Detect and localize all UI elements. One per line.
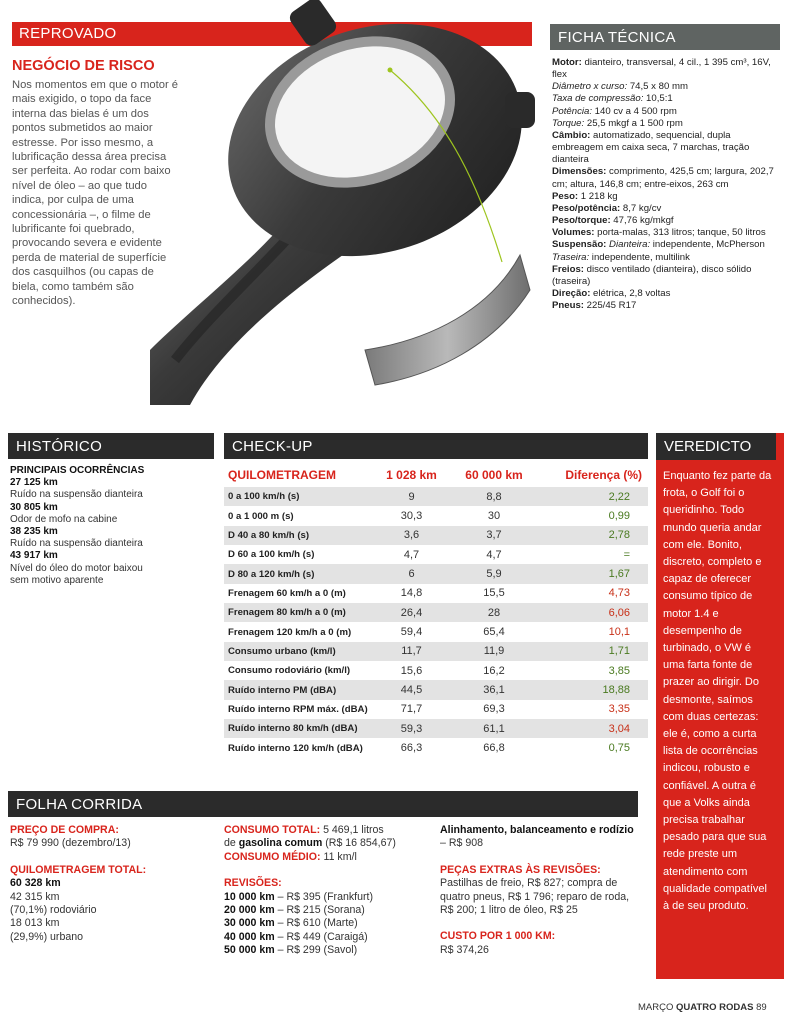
checkup-cell: 0,75 xyxy=(608,742,630,755)
checkup-col-header: Diferença (%) xyxy=(565,467,642,482)
checkup-cell: 26,4 xyxy=(374,603,449,622)
consumo-total: CONSUMO TOTAL: 5 469,1 litros xyxy=(224,824,384,836)
historico-km: 38 235 km xyxy=(10,526,58,538)
checkup-cell: 9 xyxy=(374,487,449,506)
checkup-cell: 3,7 xyxy=(449,526,539,545)
checkup-cell: 69,3 xyxy=(483,703,505,716)
spec-torque: Torque: 25,5 mkgf a 1 500 rpm xyxy=(552,117,683,129)
page-footer xyxy=(638,1002,767,1013)
checkup-cell: 16,2 xyxy=(483,664,505,677)
spec-pneus: Pneus: 225/45 R17 xyxy=(552,300,637,312)
historico-text: Nível do óleo do motor baixou sem motivo aparente xyxy=(10,562,143,586)
veredicto-header: VEREDICTO xyxy=(656,433,776,460)
checkup-cell: 0,99 xyxy=(608,510,630,523)
checkup-cell: 5,9 xyxy=(449,564,539,583)
checkup-cell: 18,88 xyxy=(539,680,648,699)
checkup-test-label: 0 a 1 000 m (s) xyxy=(228,510,294,522)
historico-km: 43 917 km xyxy=(10,550,58,562)
checkup-cell: 4,7 xyxy=(486,548,502,561)
checkup-cell: 65,4 xyxy=(483,626,505,639)
checkup-test-label: Consumo urbano (km/l) xyxy=(224,642,374,661)
historico-text: Ruído na suspensão dianteira xyxy=(10,489,143,501)
checkup-test-label: D 60 a 100 km/h (s) xyxy=(228,549,315,561)
checkup-col-header: 60 000 km xyxy=(465,467,523,482)
ficha-tecnica-header: FICHA TÉCNICA xyxy=(550,24,780,50)
checkup-cell: 3,04 xyxy=(539,719,648,738)
checkup-test-label: Frenagem 120 km/h a 0 (m) xyxy=(228,626,352,638)
checkup-cell: 1,67 xyxy=(539,564,648,583)
checkup-cell: 6 xyxy=(374,564,449,583)
spec-taxa: Taxa de compressão: 10,5:1 xyxy=(552,93,673,105)
checkup-row xyxy=(224,680,648,699)
checkup-cell: 1,71 xyxy=(539,642,648,661)
spec-volumes: Volumes: porta-malas, 313 litros; tanque, 50 litros xyxy=(552,227,766,239)
checkup-test-label: 0 a 100 km/h (s) xyxy=(224,487,374,506)
checkup-cell: 2,22 xyxy=(539,487,648,506)
checkup-test-label: Frenagem 80 km/h a 0 (m) xyxy=(224,603,374,622)
consumo-medio: CONSUMO MÉDIO: 11 km/l xyxy=(224,850,357,863)
checkup-test-label: Frenagem 60 km/h a 0 (m) xyxy=(228,587,346,599)
checkup-row xyxy=(224,584,648,603)
custo-label: CUSTO POR 1 000 KM: xyxy=(440,930,556,943)
checkup-cell: 10,1 xyxy=(608,626,630,639)
reprovado-title: NEGÓCIO DE RISCO xyxy=(12,58,155,74)
checkup-test-label: D 80 a 120 km/h (s) xyxy=(224,564,374,583)
checkup-cell: = xyxy=(623,548,630,561)
historico-list xyxy=(10,465,215,587)
checkup-cell: 11,9 xyxy=(449,642,539,661)
km-urbano-pct: (29,9%) urbano xyxy=(10,930,84,943)
spec-diametro: Diâmetro x curso: 74,5 x 80 mm xyxy=(552,81,688,93)
checkup-row xyxy=(224,642,648,661)
checkup-row xyxy=(224,564,648,583)
checkup-cell: 3,85 xyxy=(608,664,630,677)
reprovado-body: Nos momentos em que o motor é mais exigido, o topo da face interna das bielas é um dos pontos submetidos ao maior estresse. Por isso mesmo, a lubrificação dessa área precisa ser perfeita. Ao rodar com baixo nível de óleo – ao que tudo indica, por culpa de uma concessionária –, o filme de lubrificante foi quebrado, provocando severa e evidente perda de material de superfície dos casquilhos (ou capas de biela, como também são conhecidos). xyxy=(12,79,179,308)
footer-page-number: 89 xyxy=(756,1002,767,1013)
checkup-row xyxy=(224,526,648,545)
spec-cambio: Câmbio: automatizado, sequencial, dupla embreagem em caixa seca, 7 marchas, tração dianteira xyxy=(552,129,750,166)
preco-value: R$ 79 990 (dezembro/13) xyxy=(10,837,131,850)
checkup-cell: 36,1 xyxy=(449,680,539,699)
revisao-item: 10 000 km – R$ 395 (Frankfurt) xyxy=(224,890,373,903)
historico-text: Ruído na suspensão dianteira xyxy=(10,538,143,550)
checkup-table xyxy=(224,462,648,758)
checkup-test-label: Ruído interno RPM máx. (dBA) xyxy=(228,703,368,715)
folha-corrida-header: FOLHA CORRIDA xyxy=(8,791,638,817)
preco-label: PREÇO DE COMPRA: xyxy=(10,824,119,836)
spec-motor: Motor: dianteiro, transversal, 4 cil., 1 395 cm³, 16V, flex xyxy=(552,57,771,81)
checkup-header: CHECK-UP xyxy=(224,433,648,459)
checkup-cell: 3,35 xyxy=(608,703,630,716)
checkup-test-label: Consumo rodoviário (km/l) xyxy=(228,665,351,677)
checkup-cell: 30,3 xyxy=(400,510,423,523)
checkup-test-label: Ruído interno 120 km/h (dBA) xyxy=(228,742,363,754)
spec-peso: Peso: 1 218 kg xyxy=(552,190,618,202)
checkup-cell: 59,3 xyxy=(374,719,449,738)
checkup-cell: 4,7 xyxy=(403,548,420,561)
checkup-cell: 44,5 xyxy=(374,680,449,699)
checkup-row xyxy=(224,661,648,680)
checkup-test-label: Ruído interno 80 km/h (dBA) xyxy=(224,719,374,738)
consumo-gasolina: de gasolina comum (R$ 16 854,67) xyxy=(224,837,396,850)
revisao-item: 50 000 km – R$ 299 (Savol) xyxy=(224,944,358,957)
checkup-row xyxy=(224,487,648,506)
checkup-test-label: D 40 a 80 km/h (s) xyxy=(224,526,374,545)
revisao-item: 20 000 km – R$ 215 (Sorana) xyxy=(224,904,365,917)
checkup-col-header: QUILOMETRAGEM xyxy=(228,467,336,482)
checkup-cell: 6,06 xyxy=(539,603,648,622)
revisoes-label: REVISÕES: xyxy=(224,877,282,890)
checkup-cell: 66,8 xyxy=(483,742,505,755)
checkup-cell: 3,6 xyxy=(374,526,449,545)
checkup-row xyxy=(224,545,648,564)
spec-potencia: Potência: 140 cv a 4 500 rpm xyxy=(552,105,677,117)
checkup-cell: 11,7 xyxy=(374,642,449,661)
historico-km: 27 125 km xyxy=(10,477,58,489)
reprovado-header: REPROVADO xyxy=(12,22,532,46)
ficha-tecnica-list xyxy=(552,57,784,312)
spec-freios: Freios: disco ventilado (dianteira), disco sólido (traseira) xyxy=(552,263,752,287)
folha-col-3 xyxy=(440,824,636,957)
checkup-row xyxy=(224,719,648,738)
spec-direcao: Direção: elétrica, 2,8 voltas xyxy=(552,287,671,299)
km-rodoviario-pct: (70,1%) rodoviário xyxy=(10,904,97,917)
checkup-cell: 4,73 xyxy=(608,587,630,600)
revisao-item: 40 000 km – R$ 449 (Caraigá) xyxy=(224,930,368,943)
alinhamento: Alinhamento, balanceamento e rodízio – R$ 908 xyxy=(440,824,634,850)
checkup-header-row xyxy=(224,462,648,487)
checkup-cell: 71,7 xyxy=(400,703,423,716)
spec-traseira: Traseira: independente, multilink xyxy=(552,251,690,263)
footer-magazine: QUATRO RODAS xyxy=(676,1002,754,1013)
checkup-row xyxy=(224,603,648,622)
checkup-col-header: 1 028 km xyxy=(386,467,437,482)
checkup-row xyxy=(224,738,648,757)
custo-value: R$ 374,26 xyxy=(440,943,489,956)
footer-month: MARÇO xyxy=(638,1002,674,1013)
folha-col-2 xyxy=(224,824,434,958)
revisao-item: 30 000 km – R$ 610 (Marte) xyxy=(224,917,358,930)
km-total-label: QUILOMETRAGEM TOTAL: xyxy=(10,863,147,876)
historico-heading: PRINCIPAIS OCORRÊNCIAS xyxy=(10,465,145,476)
historico-header: HISTÓRICO xyxy=(8,433,214,459)
connecting-rod-image xyxy=(150,0,545,405)
pecas-label: PEÇAS EXTRAS ÀS REVISÕES: xyxy=(440,863,601,876)
checkup-row xyxy=(224,622,648,641)
checkup-cell: 8,8 xyxy=(449,487,539,506)
checkup-row xyxy=(224,700,648,719)
checkup-cell: 15,6 xyxy=(400,664,423,677)
km-urbano: 18 013 km xyxy=(10,917,60,930)
spec-peso-potencia: Peso/potência: 8,7 kg/cv xyxy=(552,202,662,214)
spec-peso-torque: Peso/torque: 47,76 kg/mkgf xyxy=(552,215,674,227)
checkup-cell: 61,1 xyxy=(449,719,539,738)
checkup-cell: 28 xyxy=(449,603,539,622)
historico-text: Odor de mofo na cabine xyxy=(10,513,118,525)
checkup-cell: 14,8 xyxy=(400,587,423,600)
checkup-cell: 66,3 xyxy=(400,742,423,755)
checkup-row xyxy=(224,506,648,525)
pecas-value: Pastilhas de freio, R$ 827; compra de quatro pneus, R$ 1 796; reparo de roda, R$ 200; 1 litro de óleo, R$ 25 xyxy=(440,877,630,917)
km-rodoviario: 42 315 km xyxy=(10,890,60,903)
checkup-cell: 59,4 xyxy=(400,626,423,639)
km-total-value: 60 328 km xyxy=(10,877,61,890)
spec-dimensoes: Dimensões: comprimento, 425,5 cm; largura, 202,7 cm; altura, 146,8 cm; entre-eixos, 263 cm xyxy=(552,166,774,190)
spec-suspensao: Suspensão: Dianteira: independente, McPherson xyxy=(552,239,765,251)
checkup-cell: 2,78 xyxy=(539,526,648,545)
veredicto-text: Enquanto fez parte da frota, o Golf foi o queridinho. Todo mundo queria andar com ele. Bonito, discreto, completo e capaz de oferecer consumo típico de motor 1.4 e desempenho de turbinado, o VW é uma farta fonte de prazer ao dirigir. Do desmonte, saímos com duas certezas: ele é, como a curta lista de ocorrências indicou, robusto e confiável. A outra é que a Volks ainda precisa trabalhar pesado para que sua rede preste um atendimento com qualidade compatível à de seu produto. xyxy=(663,470,772,913)
checkup-cell: 15,5 xyxy=(483,587,505,600)
checkup-cell: 30 xyxy=(487,510,501,523)
folha-col-1 xyxy=(10,824,210,944)
historico-km: 30 805 km xyxy=(10,501,58,513)
checkup-test-label: Ruído interno PM (dBA) xyxy=(224,680,374,699)
